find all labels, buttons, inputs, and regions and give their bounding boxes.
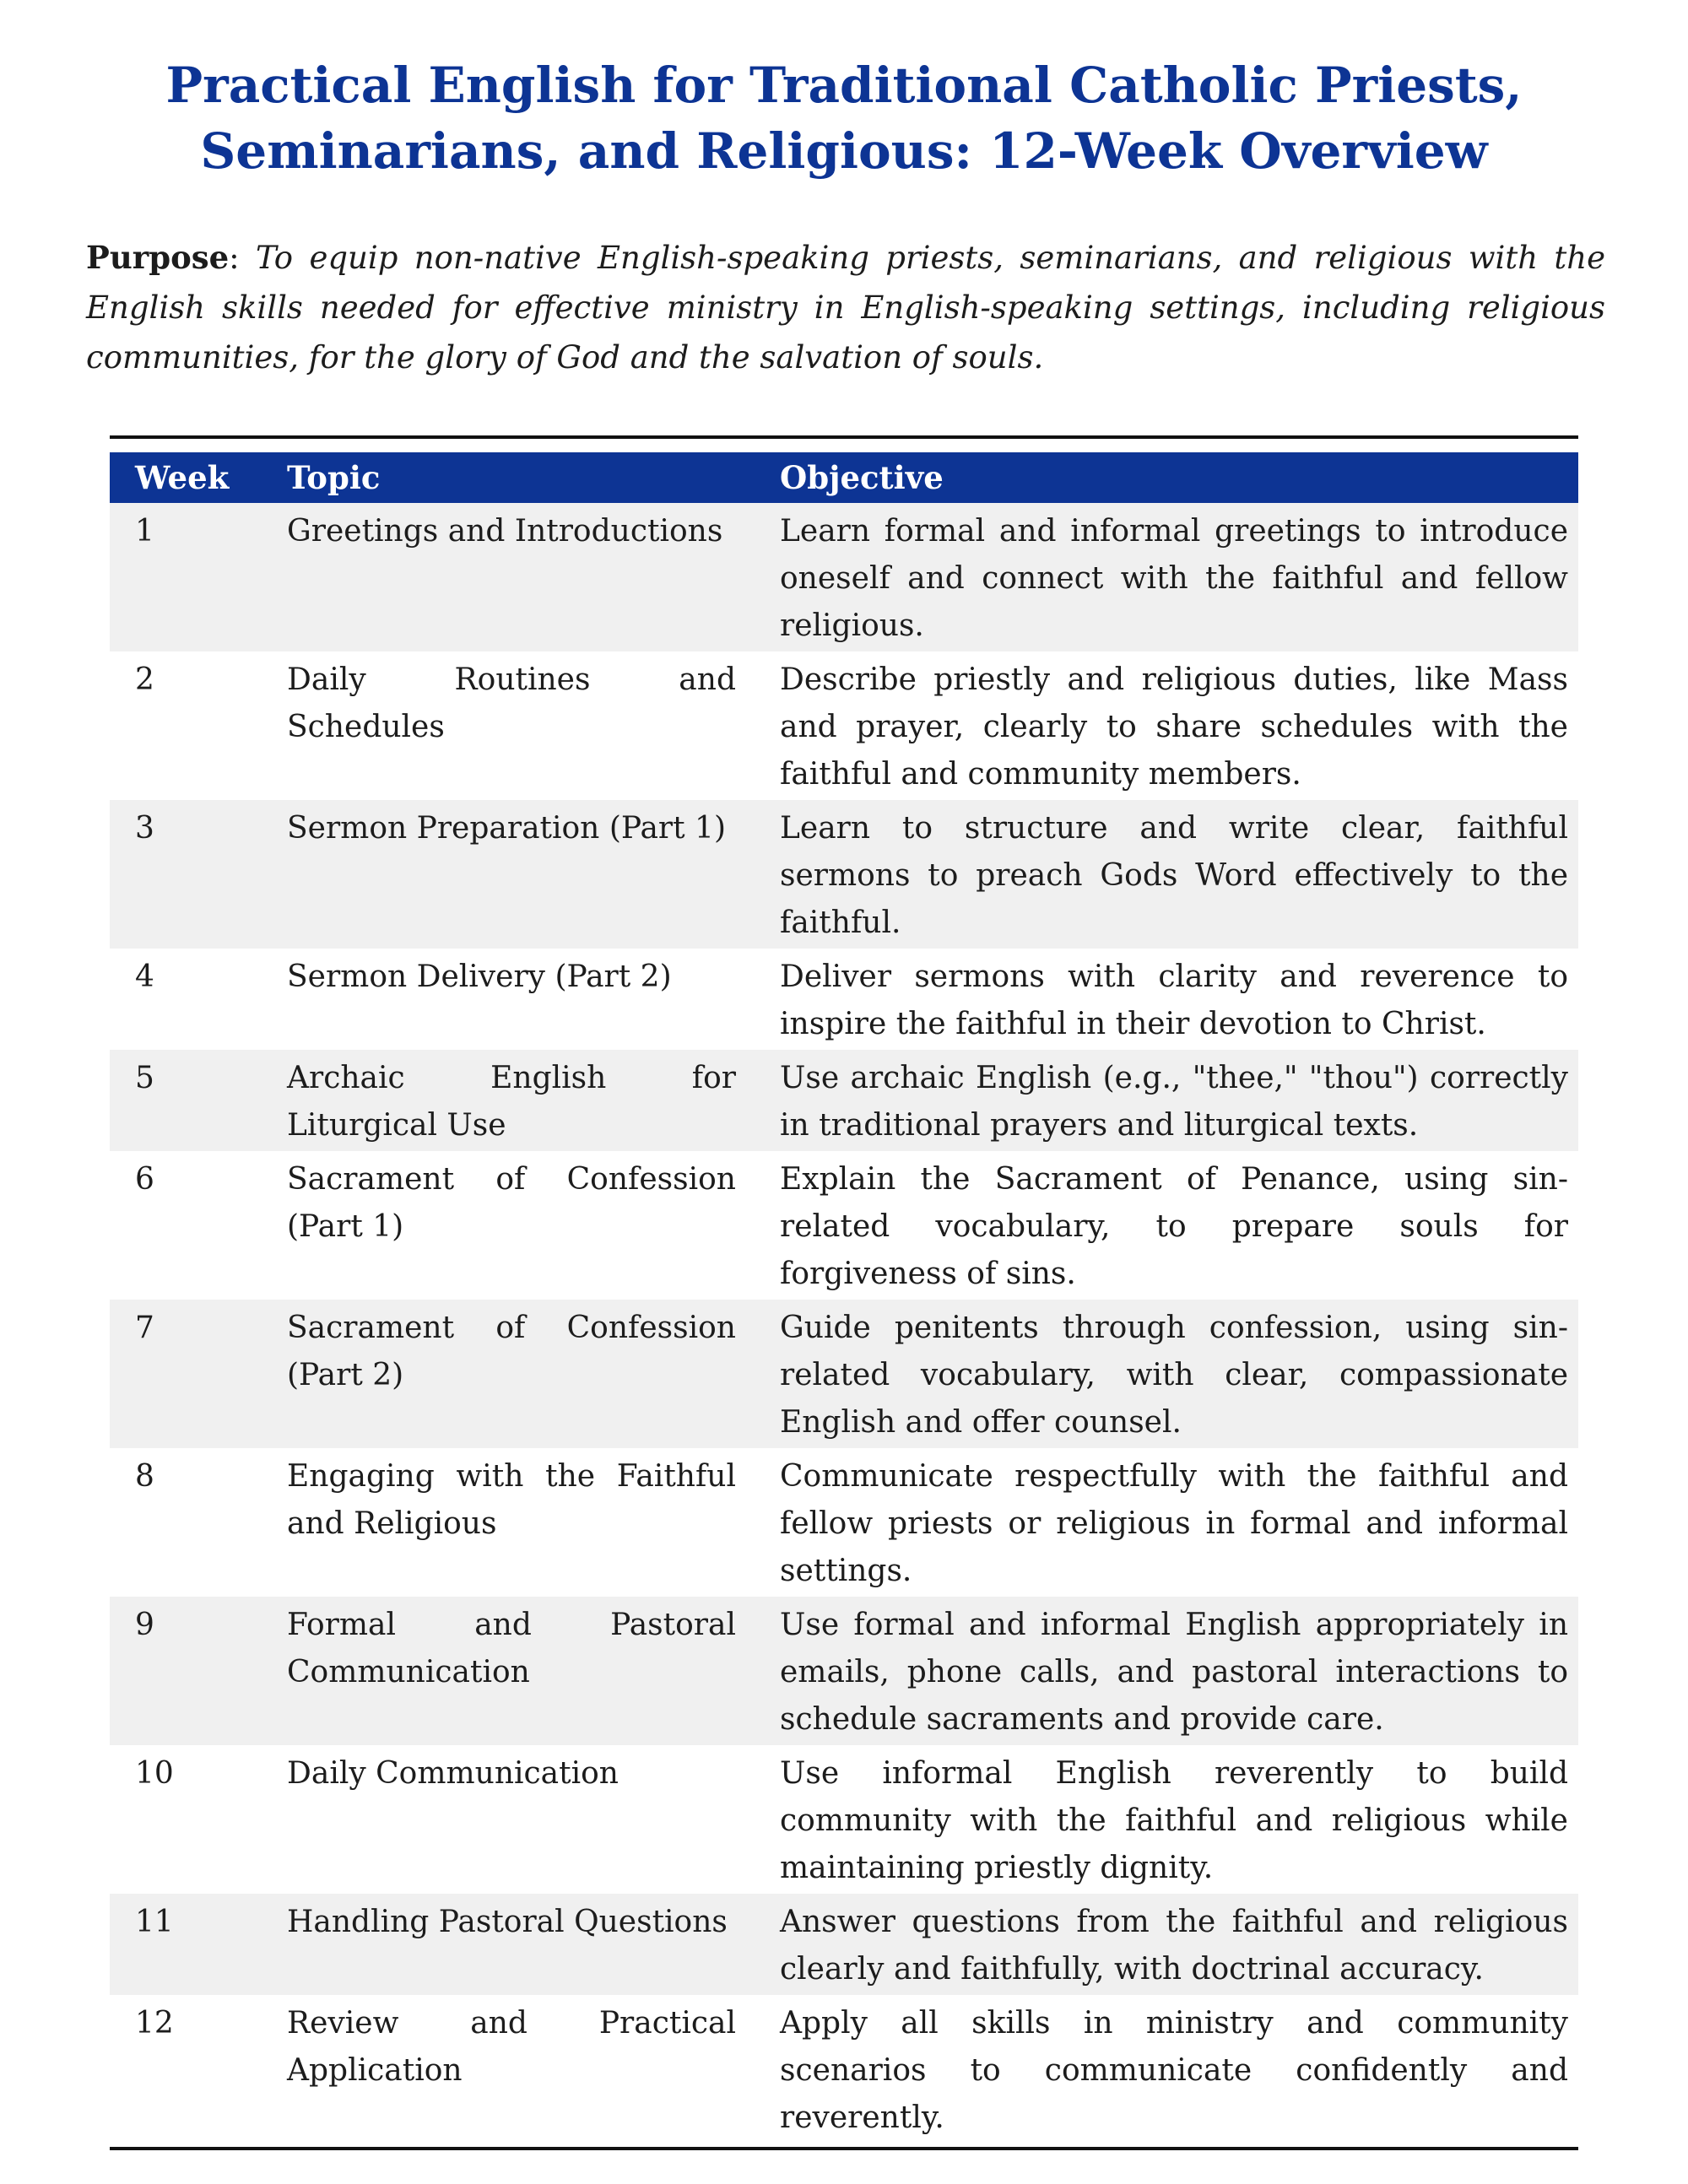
week-topic: Sacrament of Confession (Part 1)	[262, 1151, 746, 1300]
week-objective: Explain the Sacrament of Penance, using sin-related vocabulary, to prepare souls for forgiveness of sins.	[746, 1151, 1578, 1300]
week-number: 11	[110, 1894, 262, 1995]
week-objective: Guide penitents through confession, using sin-related vocabulary, with clear, compassionate English and offer counsel.	[746, 1300, 1578, 1448]
week-topic: Daily Routines and Schedules	[262, 651, 746, 800]
table-row	[110, 1050, 1578, 1151]
week-topic: Formal and Pastoral Communication	[262, 1597, 746, 1745]
purpose-text: To equip non-native English-speaking priests, seminarians, and religious with the English skills needed for effective ministry in English-speaking settings, including religious communities, for the glory of God and the salvation of souls.	[86, 240, 1605, 376]
week-number: 4	[110, 949, 262, 1050]
curriculum-table	[110, 452, 1578, 2143]
week-objective: Describe priestly and religious duties, like Mass and prayer, clearly to share schedules with the faithful and community members.	[746, 651, 1578, 800]
week-topic: Engaging with the Faithful and Religious	[262, 1448, 746, 1597]
week-topic: Greetings and Introductions	[262, 503, 746, 651]
table-row	[110, 1745, 1578, 1894]
week-number: 10	[110, 1745, 262, 1894]
table-top-rule	[110, 435, 1578, 439]
week-topic: Archaic English for Liturgical Use	[262, 1050, 746, 1151]
week-topic: Handling Pastoral Questions	[262, 1894, 746, 1995]
curriculum-table-wrapper	[110, 435, 1578, 2150]
week-number: 7	[110, 1300, 262, 1448]
week-number: 5	[110, 1050, 262, 1151]
week-number: 6	[110, 1151, 262, 1300]
week-topic: Review and Practical Application	[262, 1995, 746, 2143]
week-topic: Sacrament of Confession (Part 2)	[262, 1300, 746, 1448]
week-number: 1	[110, 503, 262, 651]
week-number: 8	[110, 1448, 262, 1597]
table-row	[110, 800, 1578, 949]
table-row	[110, 1894, 1578, 1995]
week-objective: Deliver sermons with clarity and reverence to inspire the faithful in their devotion to Christ.	[746, 949, 1578, 1050]
table-row	[110, 1448, 1578, 1597]
week-topic: Sermon Delivery (Part 2)	[262, 949, 746, 1050]
week-number: 2	[110, 651, 262, 800]
week-number: 12	[110, 1995, 262, 2143]
week-topic: Sermon Preparation (Part 1)	[262, 800, 746, 949]
week-objective: Use formal and informal English appropriately in emails, phone calls, and pastoral interactions to schedule sacraments and provide care.	[746, 1597, 1578, 1745]
week-objective: Communicate respectfully with the faithful and fellow priests or religious in formal and informal settings.	[746, 1448, 1578, 1597]
table-row	[110, 651, 1578, 800]
table-row	[110, 949, 1578, 1050]
table-row	[110, 1995, 1578, 2143]
week-objective: Use archaic English (e.g., "thee," "thou") correctly in traditional prayers and liturgical texts.	[746, 1050, 1578, 1151]
table-bottom-rule	[110, 2147, 1578, 2150]
header-week: Week	[110, 452, 262, 503]
week-objective: Learn formal and informal greetings to introduce oneself and connect with the faithful and fellow religious.	[746, 503, 1578, 651]
table-row	[110, 503, 1578, 651]
week-objective: Use informal English reverently to build community with the faithful and religious while maintaining priestly dignity.	[746, 1745, 1578, 1894]
header-topic: Topic	[262, 452, 746, 503]
week-objective: Learn to structure and write clear, faithful sermons to preach Gods Word effectively to the faithful.	[746, 800, 1578, 949]
table-row	[110, 1597, 1578, 1745]
purpose-paragraph: Purpose: To equip non-native English-speaking priests, seminarians, and religious with the English skills needed for effective ministry in English-speaking settings, including religious communities, for the glory of God and the salvation of souls.	[86, 239, 1605, 376]
table-row	[110, 1300, 1578, 1448]
page-title: Practical English for Traditional Catholic Priests, Seminarians, and Religious: 12-Week Overview	[165, 57, 1523, 180]
table-row	[110, 1151, 1578, 1300]
week-number: 3	[110, 800, 262, 949]
table-header-row	[110, 452, 1578, 503]
header-objective: Objective	[746, 452, 1578, 503]
week-objective: Apply all skills in ministry and community scenarios to communicate confidently and reverently.	[746, 1995, 1578, 2143]
week-topic: Daily Communication	[262, 1745, 746, 1894]
purpose-label: Purpose	[86, 239, 230, 276]
week-number: 9	[110, 1597, 262, 1745]
week-objective: Answer questions from the faithful and religious clearly and faithfully, with doctrinal accuracy.	[746, 1894, 1578, 1995]
